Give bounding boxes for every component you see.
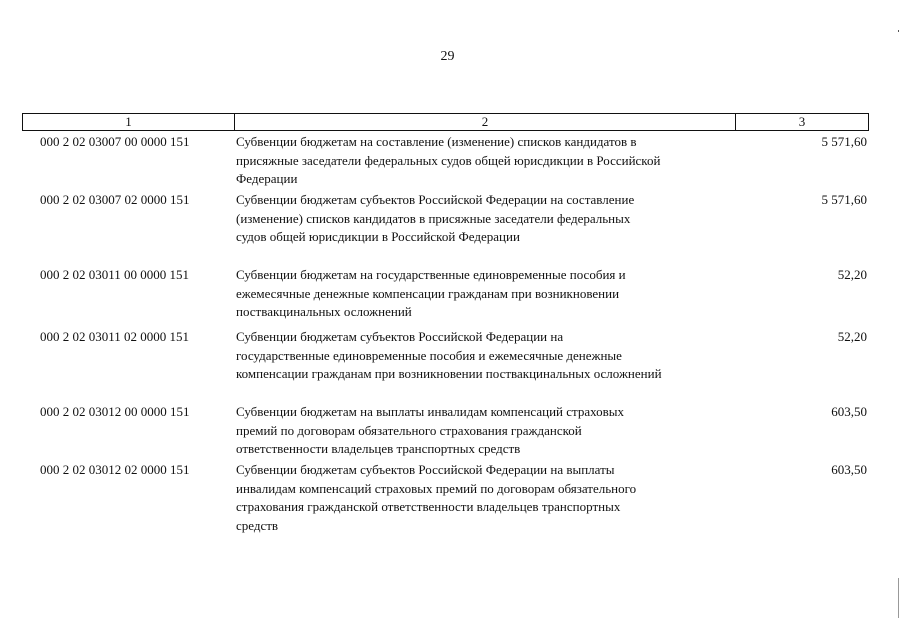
table-header	[22, 113, 869, 131]
row-description	[236, 461, 736, 535]
amount: 603,50	[831, 462, 867, 477]
amount: 5 571,60	[821, 134, 867, 149]
column-header-2: 2	[235, 114, 736, 130]
amount: 603,50	[831, 404, 867, 419]
budget-code: 000 2 02 03007 00 0000 151	[40, 134, 190, 149]
description-line: ответственности владельцев транспортных средств	[236, 441, 521, 456]
scan-artifact	[898, 578, 899, 618]
description-line: компенсации гражданам при возникновении поствакцинальных осложнений	[236, 366, 662, 381]
description-line: ежемесячные денежные компенсации гражданам при возникновении	[236, 285, 620, 301]
description-line: страхования гражданской ответственности владельцев транспортных	[236, 499, 621, 514]
budget-code: 000 2 02 03012 02 0000 151	[40, 462, 190, 477]
row-description	[236, 266, 736, 322]
description-line: Федерации	[236, 171, 298, 186]
description-line: государственные единовременные пособия и ежемесячные денежные	[236, 347, 622, 363]
description-line: поствакцинальных осложнений	[236, 304, 412, 319]
description-line: Субвенции бюджетам субъектов Российской Федерации на составление	[236, 192, 635, 207]
scan-artifact	[898, 30, 899, 32]
description-line: средств	[236, 517, 279, 533]
row-description	[236, 133, 736, 189]
budget-code: 000 2 02 03011 00 0000 151	[40, 267, 190, 282]
description-line: Субвенции бюджетам на составление (изменение) списков кандидатов в	[236, 134, 637, 149]
column-header-3: 3	[798, 114, 806, 129]
column-header-1: 1	[23, 114, 235, 130]
description-line: Субвенции бюджетам субъектов Российской Федерации на	[236, 329, 564, 344]
description-line: судов общей юрисдикции в Российской Федерации	[236, 229, 520, 244]
amount: 5 571,60	[821, 192, 867, 207]
description-line: Субвенции бюджетам субъектов Российской Федерации на выплаты	[236, 462, 615, 477]
row-description	[236, 403, 736, 459]
description-line: (изменение) списков кандидатов в присяжные заседатели федеральных	[236, 210, 631, 226]
page-number: 29	[440, 49, 455, 64]
description-line: инвалидам компенсаций страховых премий по договорам обязательного	[236, 480, 637, 496]
description-line: премий по договорам обязательного страхования гражданской	[236, 422, 582, 438]
budget-code: 000 2 02 03012 00 0000 151	[40, 404, 190, 419]
row-description	[236, 328, 736, 384]
description-line: присяжные заседатели федеральных судов общей юрисдикции в Российской	[236, 152, 661, 168]
description-line: Субвенции бюджетам на государственные единовременные пособия и	[236, 267, 626, 282]
amount: 52,20	[837, 267, 867, 282]
row-description	[236, 191, 736, 247]
budget-code: 000 2 02 03011 02 0000 151	[40, 329, 190, 344]
budget-code: 000 2 02 03007 02 0000 151	[40, 192, 190, 207]
description-line: Субвенции бюджетам на выплаты инвалидам компенсаций страховых	[236, 404, 625, 419]
amount: 52,20	[837, 329, 867, 344]
